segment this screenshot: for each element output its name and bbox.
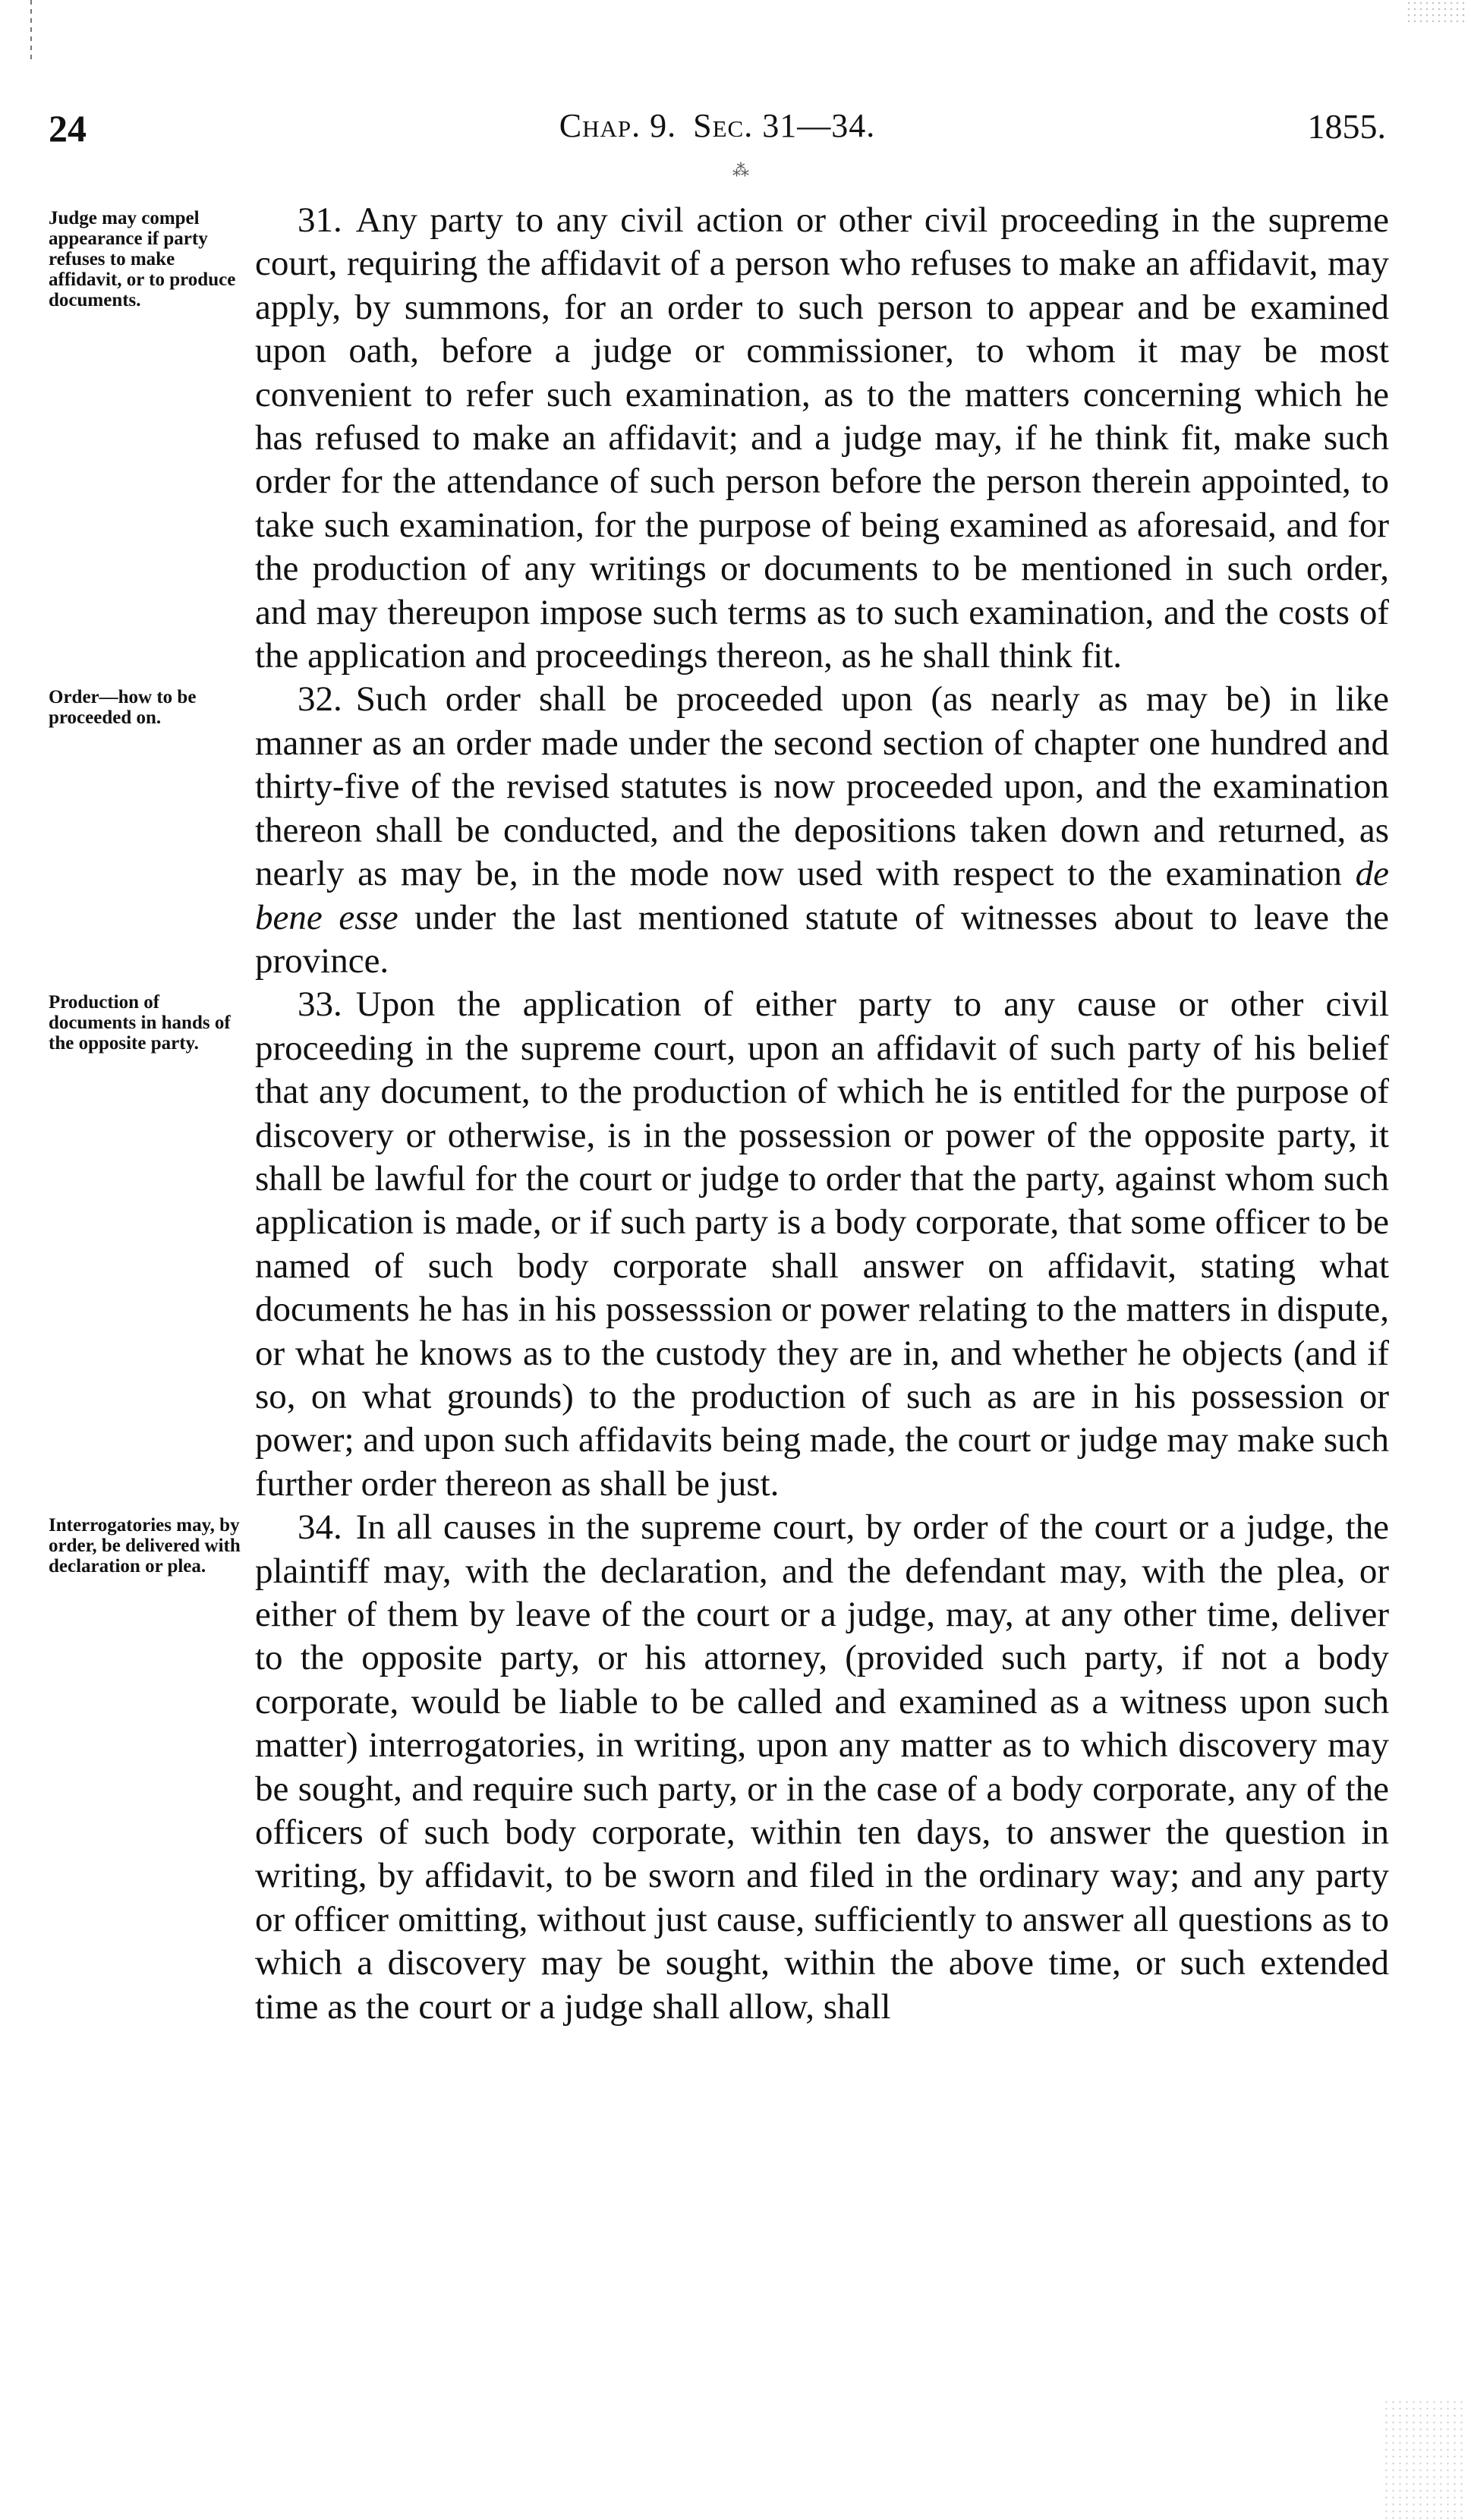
section-text — [255, 678, 1389, 983]
section-number: 31. — [298, 200, 342, 240]
page-number: 24 — [49, 107, 87, 150]
section-text — [255, 983, 1389, 1506]
section-text — [255, 1506, 1389, 2029]
side-note: Order—how to be proceeded on. — [49, 687, 197, 729]
scan-edge-mark — [30, 0, 32, 61]
section-body: In all causes in the supreme court, by order of the court or a judge, the plaintiff may, with the declaration, and the defendant may, with the plea, or either of them by leave of the court or a judge, may, at any other time, deliver to the opposite party, or his attorney, (provided such party, if not a body corporate, would be liable to be called and examined as a witness upon such matter) interrogatories, in writing, upon any matter as to which discovery may be sought, and require such party, or in the case of a body corporate, any of the officers of such body corporate, within ten days, to answer the question in writing, by affidavit, to be sworn and filed in the ordinary way; and any party or officer omitting, without just cause, sufficiently to answer all questions as to which a discovery may be sought, within the above time, or such extended time as the court or a judge shall allow, shall — [255, 1507, 1389, 2027]
italic-phrase: de bene esse — [255, 854, 1389, 937]
section-33 — [49, 983, 1400, 1506]
section-body: Any party to any civil action or other civil proceeding in the supreme court, requiring the affidavit of a person who refuses to make an affidavit, may apply, by summons, for an order to such person to appear and be examined upon oath, before a judge or commissioner, to whom it may be most convenient to refer such examination, as to the matters concerning which he has refused to make an affidavit; and a judge may, if he think fit, make such order for the attendance of such person before the person therein appointed, to take such examination, for the purpose of being examined as aforesaid, and for the production of any writings or documents to be mentioned in such order, and may thereupon impose such terms as to such examination, and the costs of the application and proceedings thereon, as he shall think fit. — [255, 200, 1389, 676]
year-label: 1855. — [1307, 107, 1386, 146]
scan-noise-top — [1406, 0, 1466, 23]
chapter-label: Chap. 9. — [559, 107, 677, 144]
page-header — [49, 106, 1386, 155]
section-32 — [49, 678, 1400, 983]
ink-blot: ⁂ — [732, 161, 749, 180]
scan-noise-bottom — [1383, 2399, 1466, 2520]
section-31 — [49, 199, 1400, 678]
section-text — [255, 199, 1389, 678]
section-34 — [49, 1506, 1400, 2029]
side-note: Judge may compel appearance if party refuses to make affidavit, or to produce documents. — [49, 208, 236, 310]
section-number: 34. — [298, 1507, 342, 1548]
section-range: Sec. 31—34. — [693, 107, 876, 144]
page-body — [49, 199, 1400, 2029]
section-body-after: under the last mentioned statute of witnesses about to leave the province. — [255, 897, 1390, 981]
section-number: 32. — [298, 679, 342, 720]
section-body-before: Such order shall be proceeded upon (as nearly as may be) in like manner as an order made under the second section of chapter one hundred and thirty-five of the revised statutes is now proceeded upon, and the examination thereon shall be conducted, and the depositions taken down and returned, as nearly as may be, in the mode now used with respect to the examination — [255, 679, 1389, 894]
running-head — [49, 106, 1386, 145]
side-note: Interrogatories may, by order, be delivered with declaration or plea. — [49, 1515, 241, 1577]
section-body: Upon the application of either party to any cause or other civil proceeding in the supreme court, upon an affidavit of such party of his belief that any document, to the production of which he is entitled for the purpose of discovery or otherwise, is in the possession or power of the opposite party, it shall be lawful for the court or judge to order that the party, against whom such application is made, or if such party is a body corporate, that some officer to be named of such body corporate shall answer on affidavit, stating what documents he has in his possesssion or power relating to the matters in dispute, or what he knows as to the custody they are in, and whether he objects (and if so, on what grounds) to the production of such as are in his possession or power; and upon such affidavits being made, the court or judge may make such further order thereon as shall be just. — [255, 984, 1389, 1504]
section-number: 33. — [298, 984, 342, 1025]
side-note: Production of documents in hands of the opposite party. — [49, 992, 231, 1054]
